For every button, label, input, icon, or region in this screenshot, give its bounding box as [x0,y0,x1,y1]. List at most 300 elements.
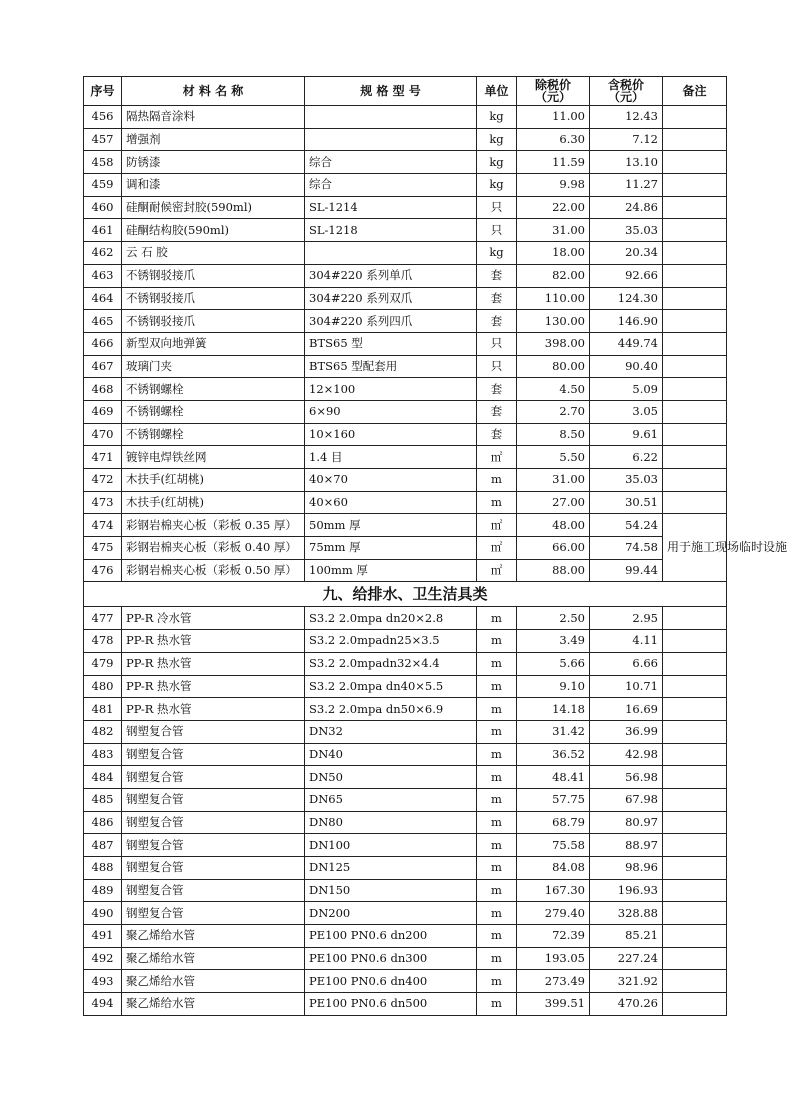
cell-spec: 304#220 系列双爪 [305,287,477,310]
cell-unit: 套 [477,264,517,287]
cell-no: 457 [84,128,122,151]
cell-no: 462 [84,242,122,265]
cell-unit: m [477,766,517,789]
cell-price-ex: 84.08 [517,857,590,880]
table-row [84,174,727,197]
cell-note [663,378,727,401]
cell-spec: DN40 [305,743,477,766]
table-row [84,720,727,743]
cell-unit: m [477,834,517,857]
cell-price-ex: 66.00 [517,537,590,560]
cell-spec: S3.2 2.0mpa dn20×2.8 [305,607,477,630]
cell-unit: 只 [477,355,517,378]
cell-spec: 40×60 [305,491,477,514]
cell-no: 489 [84,879,122,902]
header-note: 备注 [663,77,727,106]
cell-name: 钢塑复合管 [122,857,305,880]
cell-price-inc: 124.30 [590,287,663,310]
cell-unit: m [477,970,517,993]
cell-price-ex: 2.50 [517,607,590,630]
table-row [84,630,727,653]
cell-price-ex: 75.58 [517,834,590,857]
cell-price-inc: 196.93 [590,879,663,902]
cell-spec [305,106,477,129]
cell-price-ex: 36.52 [517,743,590,766]
cell-unit: 套 [477,423,517,446]
cell-no: 461 [84,219,122,242]
cell-price-ex: 11.00 [517,106,590,129]
cell-unit: m [477,879,517,902]
cell-no: 477 [84,607,122,630]
cell-spec: DN200 [305,902,477,925]
cell-price-ex: 399.51 [517,993,590,1016]
cell-name: 钢塑复合管 [122,720,305,743]
cell-no: 474 [84,514,122,537]
table-row [84,675,727,698]
cell-unit: 只 [477,332,517,355]
cell-price-ex: 279.40 [517,902,590,925]
cell-name: 钢塑复合管 [122,766,305,789]
cell-unit: ㎡ [477,559,517,582]
cell-price-inc: 20.34 [590,242,663,265]
header-row [84,77,727,106]
cell-price-inc: 6.66 [590,652,663,675]
cell-no: 488 [84,857,122,880]
table-row [84,698,727,721]
table-row [84,446,727,469]
cell-price-inc: 35.03 [590,469,663,492]
cell-unit: 套 [477,287,517,310]
cell-no: 478 [84,630,122,653]
cell-price-inc: 16.69 [590,698,663,721]
cell-note [663,355,727,378]
cell-unit: m [477,607,517,630]
cell-name: 硅酮结构胶(590ml) [122,219,305,242]
cell-price-inc: 36.99 [590,720,663,743]
cell-spec: PE100 PN0.6 dn200 [305,925,477,948]
cell-price-ex: 167.30 [517,879,590,902]
cell-unit: m [477,788,517,811]
cell-price-ex: 9.98 [517,174,590,197]
table-body-plumbing [84,607,727,1015]
cell-price-inc: 90.40 [590,355,663,378]
cell-name: 钢塑复合管 [122,788,305,811]
cell-price-ex: 48.41 [517,766,590,789]
cell-unit: m [477,675,517,698]
cell-name: 云 石 胶 [122,242,305,265]
cell-no: 456 [84,106,122,129]
cell-name: PP-R 热水管 [122,652,305,675]
cell-no: 466 [84,332,122,355]
cell-price-inc: 24.86 [590,196,663,219]
cell-no: 481 [84,698,122,721]
table-row [84,469,727,492]
cell-spec: 40×70 [305,469,477,492]
cell-note [663,630,727,653]
cell-price-inc: 4.11 [590,630,663,653]
cell-note [663,743,727,766]
cell-spec [305,242,477,265]
cell-price-ex: 31.42 [517,720,590,743]
cell-price-ex: 193.05 [517,947,590,970]
cell-name: 钢塑复合管 [122,834,305,857]
table-row [84,857,727,880]
cell-price-ex: 82.00 [517,264,590,287]
cell-price-ex: 398.00 [517,332,590,355]
cell-spec: 综合 [305,151,477,174]
cell-price-inc: 321.92 [590,970,663,993]
cell-price-ex: 57.75 [517,788,590,811]
header-price-inc: 含税价（元） [590,77,663,106]
cell-spec: DN80 [305,811,477,834]
cell-note [663,857,727,880]
cell-price-inc: 67.98 [590,788,663,811]
cell-name: 钢塑复合管 [122,743,305,766]
cell-unit: m [477,993,517,1016]
price-table [83,76,788,1016]
cell-name: 不锈钢螺栓 [122,400,305,423]
table-row [84,128,727,151]
cell-unit: m [477,469,517,492]
cell-spec: SL-1214 [305,196,477,219]
cell-unit: kg [477,106,517,129]
cell-price-inc: 92.66 [590,264,663,287]
cell-no: 490 [84,902,122,925]
cell-note [663,491,727,514]
cell-no: 485 [84,788,122,811]
cell-spec [305,128,477,151]
cell-name: 木扶手(红胡桃) [122,491,305,514]
cell-price-inc: 227.24 [590,947,663,970]
cell-price-inc: 146.90 [590,310,663,333]
cell-note: 用于施工现场临时设施 [663,514,727,582]
cell-no: 480 [84,675,122,698]
cell-price-inc: 99.44 [590,559,663,582]
cell-name: 不锈钢螺栓 [122,423,305,446]
table-row [84,902,727,925]
cell-note [663,151,727,174]
cell-no: 483 [84,743,122,766]
table-row [84,652,727,675]
cell-name: 彩钢岩棉夹心板（彩板 0.35 厚） [122,514,305,537]
cell-no: 459 [84,174,122,197]
cell-price-inc: 6.22 [590,446,663,469]
cell-price-ex: 11.59 [517,151,590,174]
cell-spec: 1.4 目 [305,446,477,469]
cell-no: 470 [84,423,122,446]
table-row [84,743,727,766]
cell-unit: m [477,630,517,653]
cell-price-ex: 22.00 [517,196,590,219]
cell-no: 468 [84,378,122,401]
cell-price-ex: 48.00 [517,514,590,537]
cell-note [663,400,727,423]
cell-spec: DN65 [305,788,477,811]
cell-spec: 100mm 厚 [305,559,477,582]
cell-note [663,675,727,698]
cell-price-ex: 110.00 [517,287,590,310]
table-row [84,378,727,401]
cell-spec: 304#220 系列四爪 [305,310,477,333]
cell-name: 防锈漆 [122,151,305,174]
cell-unit: m [477,652,517,675]
cell-no: 467 [84,355,122,378]
cell-name: PP-R 热水管 [122,698,305,721]
cell-spec: 6×90 [305,400,477,423]
cell-price-inc: 54.24 [590,514,663,537]
cell-no: 494 [84,993,122,1016]
cell-note [663,469,727,492]
cell-note [663,879,727,902]
cell-name: 不锈钢驳接爪 [122,287,305,310]
cell-note [663,264,727,287]
cell-name: 不锈钢驳接爪 [122,310,305,333]
cell-unit: 只 [477,196,517,219]
table-row [84,514,727,537]
cell-note [663,128,727,151]
table-row [84,355,727,378]
header-price-ex: 除税价（元） [517,77,590,106]
cell-unit: m [477,925,517,948]
cell-name: PP-R 热水管 [122,675,305,698]
cell-unit: kg [477,151,517,174]
table-row [84,219,727,242]
table-row [84,947,727,970]
cell-spec: DN150 [305,879,477,902]
cell-spec: DN50 [305,766,477,789]
cell-name: 不锈钢螺栓 [122,378,305,401]
cell-price-ex: 88.00 [517,559,590,582]
cell-spec: 50mm 厚 [305,514,477,537]
cell-no: 472 [84,469,122,492]
cell-price-inc: 10.71 [590,675,663,698]
cell-spec: DN125 [305,857,477,880]
cell-spec: DN100 [305,834,477,857]
table-row [84,151,727,174]
cell-unit: ㎡ [477,537,517,560]
cell-no: 492 [84,947,122,970]
cell-price-ex: 3.49 [517,630,590,653]
cell-note [663,811,727,834]
cell-no: 479 [84,652,122,675]
cell-no: 482 [84,720,122,743]
cell-name: 聚乙烯给水管 [122,993,305,1016]
table-row [84,811,727,834]
cell-price-inc: 449.74 [590,332,663,355]
cell-no: 491 [84,925,122,948]
table-row [84,400,727,423]
cell-name: PP-R 热水管 [122,630,305,653]
cell-price-inc: 7.12 [590,128,663,151]
cell-note [663,698,727,721]
cell-price-ex: 6.30 [517,128,590,151]
header-name: 材 料 名 称 [122,77,305,106]
cell-name: 彩钢岩棉夹心板（彩板 0.50 厚） [122,559,305,582]
cell-no: 463 [84,264,122,287]
cell-price-ex: 80.00 [517,355,590,378]
cell-unit: 套 [477,310,517,333]
cell-unit: m [477,811,517,834]
table-row [84,970,727,993]
cell-note [663,925,727,948]
cell-unit: m [477,698,517,721]
cell-price-inc: 328.88 [590,902,663,925]
cell-unit: m [477,902,517,925]
cell-price-ex: 5.66 [517,652,590,675]
cell-no: 493 [84,970,122,993]
cell-name: 彩钢岩棉夹心板（彩板 0.40 厚） [122,537,305,560]
cell-unit: ㎡ [477,446,517,469]
cell-price-ex: 31.00 [517,469,590,492]
table-row [84,559,727,582]
table-row [84,993,727,1016]
table-row [84,607,727,630]
cell-name: 钢塑复合管 [122,902,305,925]
cell-spec: S3.2 2.0mpa dn40×5.5 [305,675,477,698]
cell-price-inc: 85.21 [590,925,663,948]
table-row [84,834,727,857]
table-row [84,196,727,219]
cell-note [663,196,727,219]
cell-note [663,720,727,743]
cell-spec: BTS65 型 [305,332,477,355]
cell-spec: DN32 [305,720,477,743]
cell-price-inc: 9.61 [590,423,663,446]
cell-note [663,607,727,630]
cell-no: 486 [84,811,122,834]
cell-note [663,788,727,811]
cell-name: 聚乙烯给水管 [122,947,305,970]
cell-unit: m [477,947,517,970]
cell-name: 新型双向地弹簧 [122,332,305,355]
cell-price-inc: 12.43 [590,106,663,129]
table-row [84,537,727,560]
cell-spec: 10×160 [305,423,477,446]
cell-price-ex: 72.39 [517,925,590,948]
cell-note [663,947,727,970]
cell-unit: m [477,491,517,514]
cell-unit: 只 [477,219,517,242]
cell-unit: 套 [477,378,517,401]
cell-spec: 75mm 厚 [305,537,477,560]
cell-note [663,174,727,197]
cell-price-ex: 68.79 [517,811,590,834]
table-row [84,287,727,310]
cell-note [663,446,727,469]
table-row [84,766,727,789]
table-row [84,925,727,948]
cell-price-inc: 56.98 [590,766,663,789]
cell-price-ex: 9.10 [517,675,590,698]
cell-spec: PE100 PN0.6 dn400 [305,970,477,993]
table-row [84,788,727,811]
table-body-materials [84,106,727,514]
cell-note [663,766,727,789]
cell-price-inc: 2.95 [590,607,663,630]
cell-price-inc: 98.96 [590,857,663,880]
cell-unit: kg [477,128,517,151]
cell-price-inc: 13.10 [590,151,663,174]
cell-name: 调和漆 [122,174,305,197]
table-row [84,264,727,287]
cell-price-ex: 18.00 [517,242,590,265]
table-row [84,332,727,355]
cell-price-ex: 2.70 [517,400,590,423]
cell-price-ex: 5.50 [517,446,590,469]
cell-no: 458 [84,151,122,174]
cell-price-inc: 35.03 [590,219,663,242]
cell-price-inc: 11.27 [590,174,663,197]
table-row [84,310,727,333]
cell-name: 钢塑复合管 [122,811,305,834]
cell-unit: m [477,857,517,880]
cell-spec: S3.2 2.0mpadn32×4.4 [305,652,477,675]
cell-price-inc: 5.09 [590,378,663,401]
cell-no: 471 [84,446,122,469]
cell-unit: m [477,720,517,743]
cell-price-ex: 130.00 [517,310,590,333]
section-title: 九、给排水、卫生洁具类 [84,582,727,607]
cell-spec: 12×100 [305,378,477,401]
cell-price-inc: 3.05 [590,400,663,423]
cell-price-ex: 31.00 [517,219,590,242]
cell-name: PP-R 冷水管 [122,607,305,630]
table-body-panels [84,514,788,582]
cell-price-ex: 4.50 [517,378,590,401]
cell-price-inc: 80.97 [590,811,663,834]
cell-note [663,219,727,242]
cell-no: 487 [84,834,122,857]
cell-no: 475 [84,537,122,560]
cell-price-ex: 27.00 [517,491,590,514]
cell-no: 469 [84,400,122,423]
cell-name: 增强剂 [122,128,305,151]
cell-no: 460 [84,196,122,219]
cell-name: 玻璃门夹 [122,355,305,378]
table-row [84,106,727,129]
cell-name: 硅酮耐候密封胶(590ml) [122,196,305,219]
cell-unit: ㎡ [477,514,517,537]
section-row [84,582,727,607]
cell-unit: 套 [477,400,517,423]
header-spec: 规 格 型 号 [305,77,477,106]
cell-note [663,970,727,993]
cell-note [663,287,727,310]
cell-spec: BTS65 型配套用 [305,355,477,378]
cell-name: 隔热隔音涂料 [122,106,305,129]
cell-price-ex: 8.50 [517,423,590,446]
cell-price-inc: 30.51 [590,491,663,514]
table-row [84,242,727,265]
cell-note [663,652,727,675]
header-unit: 单位 [477,77,517,106]
cell-price-inc: 88.97 [590,834,663,857]
cell-spec: 304#220 系列单爪 [305,264,477,287]
cell-no: 484 [84,766,122,789]
cell-note [663,332,727,355]
cell-unit: kg [477,174,517,197]
table-body-section [84,582,727,607]
cell-spec: SL-1218 [305,219,477,242]
cell-note [663,106,727,129]
cell-note [663,993,727,1016]
cell-price-ex: 14.18 [517,698,590,721]
cell-price-ex: 273.49 [517,970,590,993]
cell-name: 镀锌电焊铁丝网 [122,446,305,469]
table-row [84,423,727,446]
cell-note [663,310,727,333]
cell-name: 聚乙烯给水管 [122,925,305,948]
